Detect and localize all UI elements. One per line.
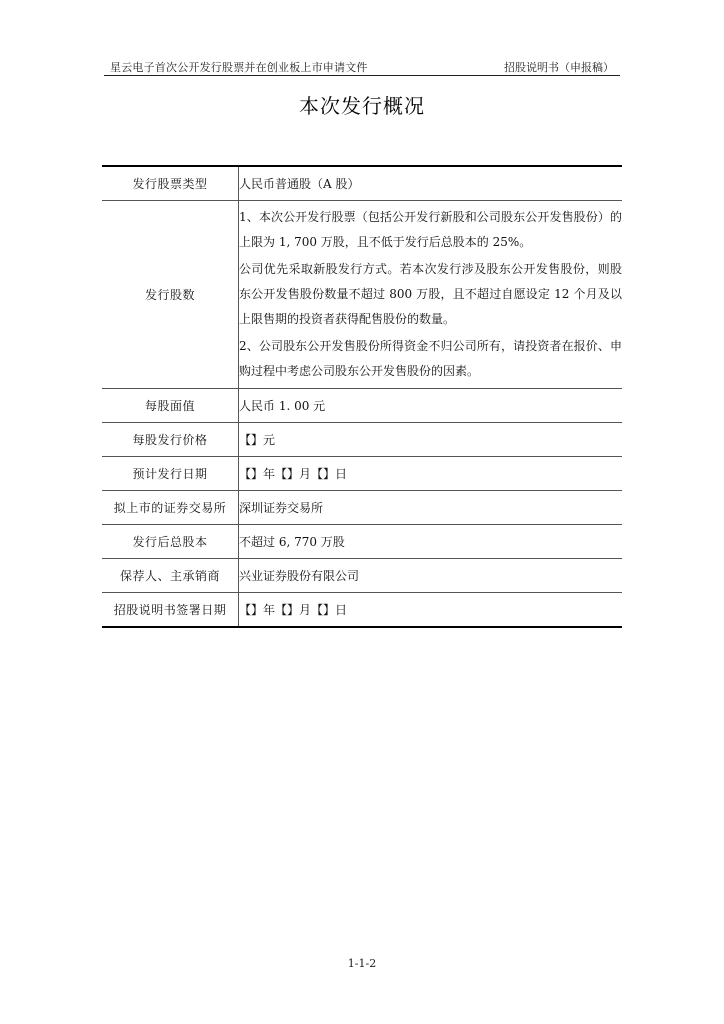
offering-overview-table [102,165,622,628]
page-number: 1-1-2 [347,957,377,970]
table-row [102,491,622,525]
table-row [102,201,622,389]
row-label: 发行股数 [102,201,239,389]
row-label: 保荐人、主承销商 [102,559,239,593]
table-row [102,593,622,628]
header-document-type: 招股说明书（申报稿） [504,61,614,74]
table-row [102,423,622,457]
page-title: 本次发行概况 [299,94,425,118]
row-label: 发行股票类型 [102,166,239,201]
page-header [104,57,620,76]
row-label: 招股说明书签署日期 [102,593,239,628]
row-label: 每股发行价格 [102,423,239,457]
row-value: 【】年【】月【】日 [239,457,623,491]
row-value: 人民币 1. 00 元 [239,389,623,423]
row-label: 拟上市的证券交易所 [102,491,239,525]
row-value: 深圳证券交易所 [239,491,623,525]
table-row [102,389,622,423]
row-value: 【】年【】月【】日 [239,603,348,617]
row-value: 人民币普通股（A 股） [239,166,623,201]
row-label: 发行后总股本 [102,525,239,559]
row-value: 【】元 [239,423,623,457]
row-value: 兴业证券股份有限公司 [239,559,623,593]
value-paragraph: 公司优先采取新股发行方式。若本次发行涉及股东公开发售股份，则股东公开发售股份数量不超过 800 万股，且不超过自愿设定 12 个月及以上限售期的投资者获得配售股份的数量。 [239,262,622,326]
table-row [102,525,622,559]
table-row [102,166,622,201]
row-value: 不超过 6, 770 万股 [239,525,623,559]
value-paragraph: 1、本次公开发行股票（包括公开发行新股和公司股东公开发售股份）的上限为 1, 700 万股，且不低于发行后总股本的 25%。 [239,210,622,249]
value-paragraph: 2、公司股东公开发售股份所得资金不归公司所有，请投资者在报价、申购过程中考虑公司股东公开发售股份的因素。 [239,339,622,378]
table-row [102,559,622,593]
row-label: 预计发行日期 [102,457,239,491]
row-label: 每股面值 [102,389,239,423]
row-value [239,201,623,389]
header-document-title: 星云电子首次公开发行股票并在创业板上市申请文件 [110,61,368,74]
table-row [102,457,622,491]
